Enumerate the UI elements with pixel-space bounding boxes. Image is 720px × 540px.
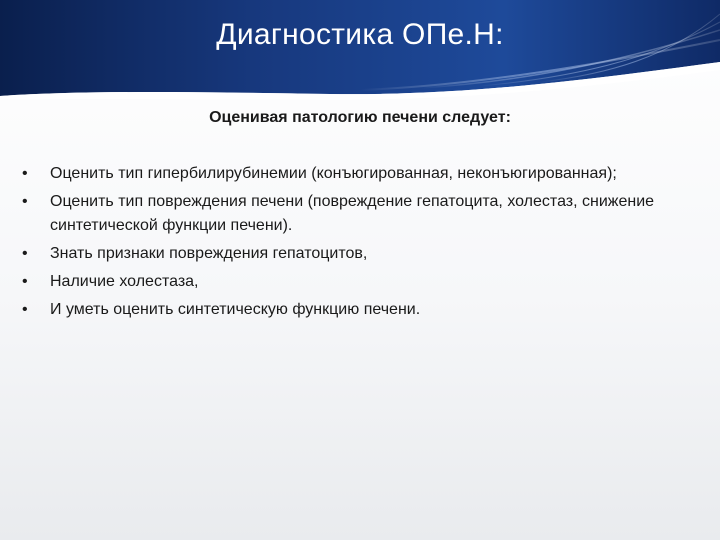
bullet-icon: • bbox=[22, 301, 28, 318]
bullet-icon: • bbox=[22, 273, 28, 290]
list-item-text: И уметь оценить синтетическую функцию печени. bbox=[50, 301, 421, 318]
bullet-icon: • bbox=[22, 193, 28, 210]
bullet-icon: • bbox=[22, 245, 28, 262]
list-item bbox=[20, 270, 670, 294]
list-item bbox=[20, 162, 670, 186]
list-item-text: Знать признаки повреждения гепатоцитов, bbox=[50, 245, 368, 262]
list-item bbox=[20, 190, 670, 238]
list-item-text: Оценить тип гипербилирубинемии (конъюгированная, неконъюгированная); bbox=[50, 165, 617, 182]
list-item bbox=[20, 242, 670, 266]
slide-subtitle: Оценивая патологию печени следует: bbox=[209, 109, 511, 126]
bullet-icon: • bbox=[22, 165, 28, 182]
list-item-text: Оценить тип повреждения печени (повреждение гепатоцита, холестаз, снижение синтетической функции печени). bbox=[50, 193, 655, 234]
slide-title: Диагностика ОПе.Н: bbox=[216, 18, 504, 51]
list-item-text: Наличие холестаза, bbox=[50, 273, 199, 290]
bullet-list bbox=[20, 162, 670, 326]
list-item bbox=[20, 298, 670, 322]
